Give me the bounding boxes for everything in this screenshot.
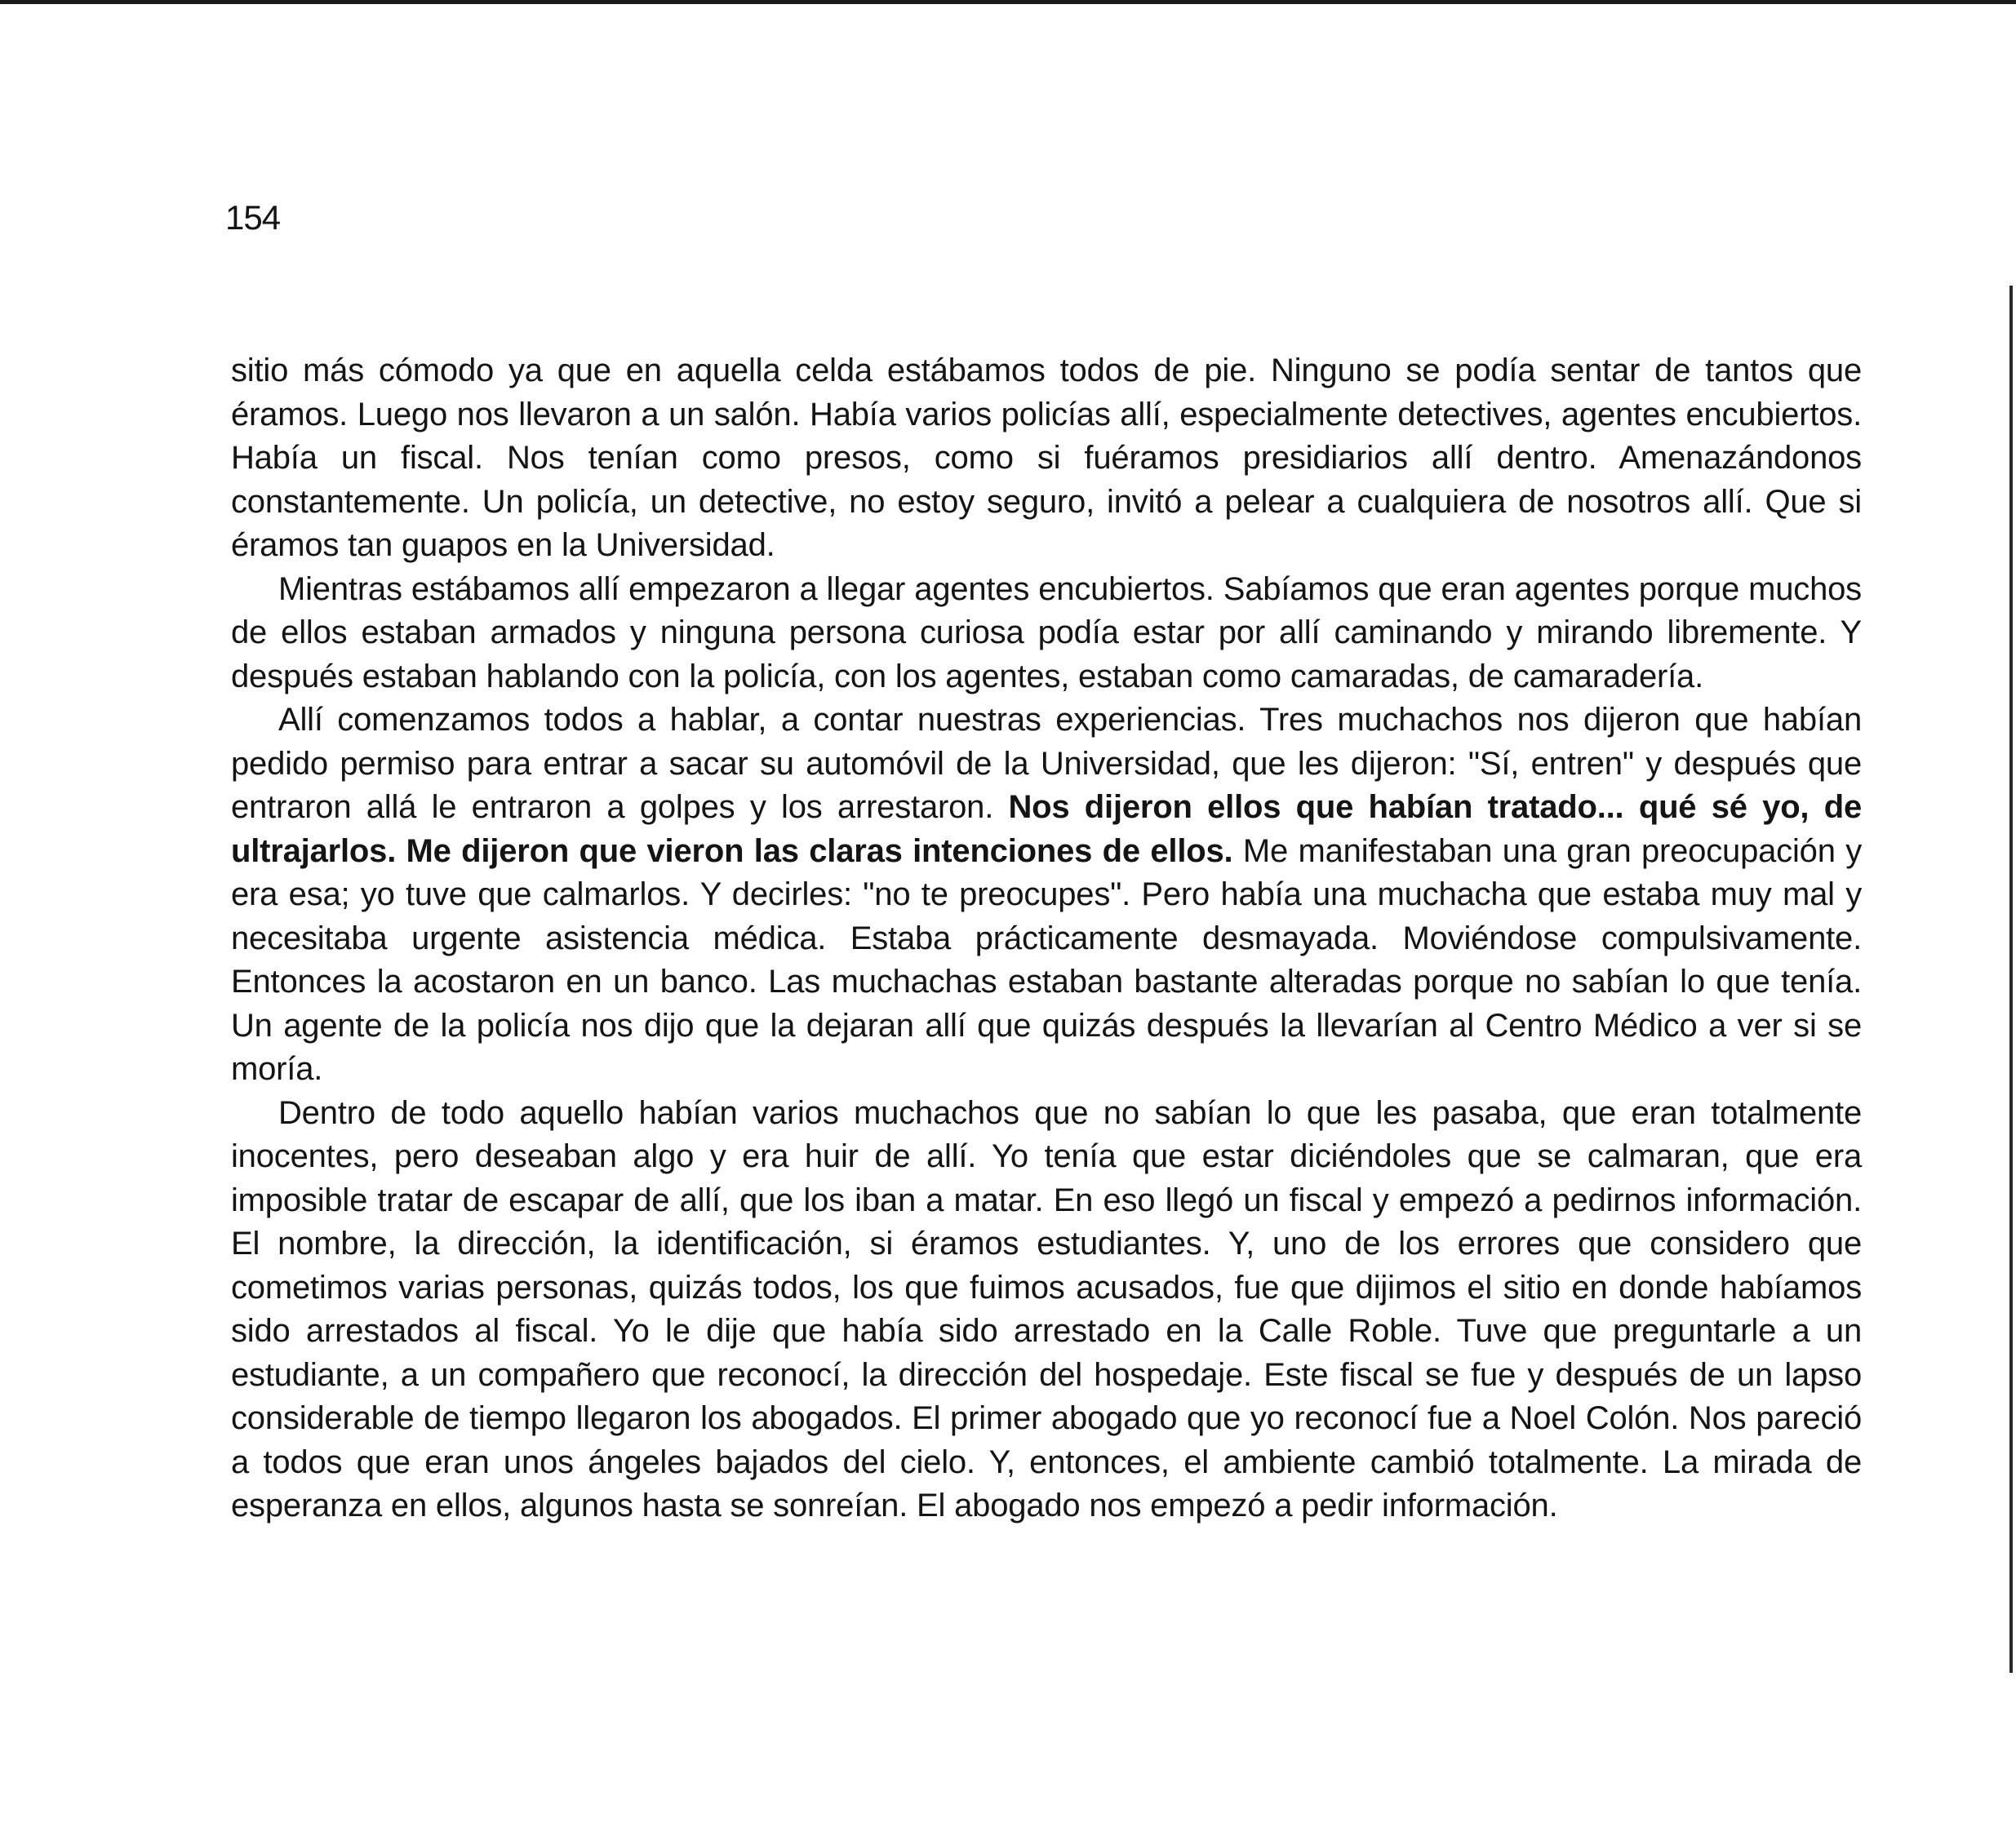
right-page-edge xyxy=(2009,286,2013,1673)
paragraph-2 xyxy=(231,568,1862,699)
page-number: 154 xyxy=(225,198,281,237)
paragraph-1-text: sitio más cómodo ya que en aquella celda estábamos todos de pie. Ninguno se podía sentar de tantos que éramos. Luego nos llevaron a un salón. Había varios policías allí, especialmente detectives, agentes encubiertos. Había un fiscal. Nos tenían como presos, como si fuéramos presidiarios allí dentro. Amenazándonos constantemente. Un policía, un detective, no estoy seguro, invitó a pelear a cualquiera de nosotros allí. Que si éramos tan guapos en la Universidad. xyxy=(231,353,1862,563)
paragraph-3-text-start: Allí comenzamos todos a hablar, a contar nuestras experiencias. Tres muchachos nos dijeron que habían pedido permiso para entrar a sacar su automóvil de la Universidad, que les dijeron: "Sí, entren" y después que entraron allá le entraron a golpes y los arrestaron. xyxy=(231,702,1862,825)
paragraph-2-text: Mientras estábamos allí empezaron a llegar agentes encubiertos. Sabíamos que eran agentes porque muchos de ellos estaban armados y ninguna persona curiosa podía estar por allí caminando y mirando libremente. Y después estaban hablando con la policía, con los agentes, estaban como camaradas, de camaradería. xyxy=(231,570,1862,694)
paragraph-4 xyxy=(231,1092,1862,1528)
top-border-line xyxy=(0,0,2016,4)
body-text xyxy=(231,349,1862,1528)
paragraph-4-text: Dentro de todo aquello habían varios muchachos que no sabían lo que les pasaba, que eran totalmente inocentes, pero deseaban algo y era huir de allí. Yo tenía que estar diciéndoles que se calmaran, que era imposible tratar de escapar de allí, que los iban a matar. En eso llegó un fiscal y empezó a pedirnos información. El nombre, la dirección, la identificación, si éramos estudiantes. Y, uno de los errores que considero que cometimos varias personas, quizás todos, los que fuimos acusados, fue que dijimos el sitio en donde habíamos sido arrestados al fiscal. Yo le dije que había sido arrestado en la Calle Roble. Tuve que preguntarle a un estudiante, a un compañero que reconocí, la dirección del hospedaje. Este fiscal se fue y después de un lapso considerable de tiempo llegaron los abogados. El primer abogado que yo reconocí fue a Noel Colón. Nos pareció a todos que eran unos ángeles bajados del cielo. Y, entonces, el ambiente cambió totalmente. La mirada de esperanza en ellos, algunos hasta se sonreían. El abogado nos empezó a pedir información. xyxy=(231,1094,1862,1523)
paragraph-3-text-end: Me manifestaban una gran preocupación y era esa; yo tuve que calmarlos. Y decirles: "no te preocupes". Pero había una muchacha que estaba muy mal y necesitaba urgente asistencia médica. Estaba prácticamente desmayada. Moviéndose compulsivamente. Entonces la acostaron en un banco. Las muchachas estaban bastante alteradas porque no sabían lo que tenía. Un agente de la policía nos dijo que la dejaran allí que quizás después la llevarían al Centro Médico a ver si se moría. xyxy=(231,832,1862,1087)
paragraph-3 xyxy=(231,699,1862,1092)
paragraph-3-bold-quote: Nos dijeron ellos que habían tratado... qué sé yo, de ultrajarlos. Me dijeron que vieron las claras intenciones de ellos. xyxy=(231,789,1862,869)
paragraph-1 xyxy=(231,349,1862,568)
